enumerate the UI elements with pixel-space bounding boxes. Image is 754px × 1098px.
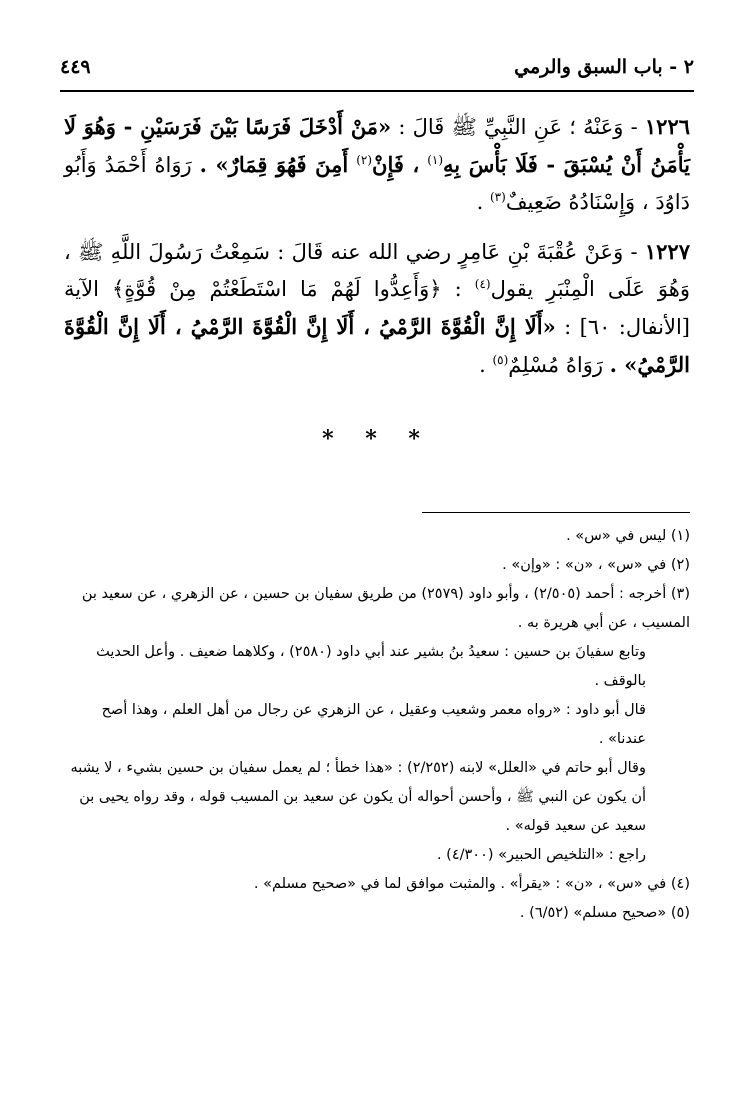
footnote-text: راجع : «التلخيص الحبير» (٤/٣٠٠) .	[436, 847, 646, 863]
footnote-text: وقال أبو حاتم في «العلل» لابنه (٢/٢٥٢) : «هذا خطأ ؛ لم يعمل سفيان بن حسين بشيء ، لا يشبه أن يكون عن النبي ﷺ ، وأحسن أحواله أن يكون عن سعيد بن المسيب قوله ، وقد رواه يحيى بن سعيد عن سعيد قوله» .	[70, 760, 646, 834]
footnote-3-cont	[60, 638, 690, 696]
footnote-3	[60, 580, 690, 638]
hadith-dash: -	[623, 240, 638, 264]
page-number: ٤٤٩	[60, 56, 91, 78]
hadith-quote-mid: ، فَإِنْ	[372, 152, 420, 177]
hadith-number: ١٢٢٧	[644, 239, 690, 264]
footnote-ref[interactable]: (٣)	[489, 190, 506, 204]
footnote-2	[60, 551, 690, 580]
footnote-ref[interactable]: (٢)	[356, 153, 373, 167]
footnote-3-cont	[60, 696, 690, 754]
footnote-4	[60, 870, 690, 899]
footnote-text: ليس في «س» .	[566, 528, 667, 544]
footnote-text: «صحيح مسلم» (٦/٥٢) .	[519, 905, 667, 921]
footnote-text: في «س» ، «ن» : «وإن» .	[502, 557, 667, 573]
hadith-source: رَوَاهُ مُسْلِمٌ	[508, 353, 603, 377]
hadith-number: ١٢٢٦	[644, 114, 691, 139]
footnote-marker: (٣)	[670, 586, 690, 602]
main-text	[64, 108, 690, 396]
footnote-1	[60, 522, 690, 551]
footnote-ref[interactable]: (٥)	[492, 353, 509, 367]
hadith-end: .	[479, 353, 486, 377]
footnote-marker: (٥)	[670, 905, 690, 921]
footnote-3-cont	[60, 841, 690, 870]
hadith-source: رَوَاهُ أَحْمَدُ وَأَبُو دَاوُدَ ، وَإِسْنَادُهُ ضَعِيفٌ	[64, 153, 690, 214]
footnotes	[60, 522, 690, 928]
hadith-1226	[64, 108, 690, 221]
hadith-quote-end: أَمِنَ فَهُوَ قِمَارٌ» .	[199, 152, 349, 177]
hadith-quote: «مَنْ أَدْخَلَ فَرَسًا بَيْنَ فَرَسَيْنِ - وَهُوَ لَا يَأْمَنُ أَنْ يُسْبَقَ - فَلَا بَأْسَ بِهِ	[64, 114, 691, 177]
footnote-marker: (١)	[670, 528, 690, 544]
hadith-verse: : ﴿وَأَعِدُّوا لَهُمْ مَا اسْتَطَعْتُمْ مِنْ قُوَّةٍ﴾ الآية [الأنفال: ٦٠] :	[64, 277, 690, 339]
footnote-ref[interactable]: (١)	[427, 153, 444, 167]
hadith-lead: وَعَنْهُ ؛ عَنِ النَّبِيِّ ﷺ قَالَ :	[398, 115, 624, 139]
footnote-text: أخرجه : أحمد (٢/٥٠٥) ، وأبو داود (٢٥٧٩) من طريق سفيان بن حسين ، عن الزهري ، عن سعيد بن المسيب ، عن أبي هريرة به .	[81, 586, 690, 631]
chapter-title: ٢ - باب السبق والرمي	[514, 56, 694, 78]
footnote-text: في «س» ، «ن» : «يقرأ» . والمثبت موافق لما في «صحيح مسلم» .	[253, 876, 667, 892]
footnote-marker: (٢)	[670, 557, 690, 573]
page-header	[60, 56, 694, 92]
footnote-marker: (٤)	[670, 876, 690, 892]
hadith-dash: -	[623, 115, 638, 139]
footnote-ref[interactable]: (٤)	[474, 277, 491, 291]
hadith-lead: وَعَنْ عُقْبَةَ بْنِ عَامِرٍ رضي الله عنه قَالَ : سَمِعْتُ رَسُولَ اللَّهِ ﷺ ، وَهُوَ عَلَى الْمِنْبَرِ يقول	[64, 240, 690, 301]
hadith-quote: «أَلَا إِنَّ الْقُوَّةَ الرَّمْيُ ، أَلَا إِنَّ الْقُوَّةَ الرَّمْيُ ، أَلَا إِنَّ الْقُوَّةَ الرَّمْيُ» .	[64, 314, 690, 377]
hadith-end: .	[476, 190, 484, 214]
hadith-1227	[64, 233, 690, 384]
section-ornament: * * *	[322, 426, 432, 452]
footnote-text: وتابع سفيانَ بن حسين : سعيدُ بنُ بشير عند أبي داود (٢٥٨٠) ، وكلاهما ضعيف . وأعل الحديث بالوقف .	[96, 644, 646, 689]
footnote-3-cont	[60, 754, 690, 841]
footnote-5	[60, 899, 690, 928]
footnote-separator	[422, 512, 690, 513]
footnote-text: قال أبو داود : «رواه معمر وشعيب وعقيل ، عن الزهري عن رجال من أهل العلم ، وهذا أصح عندنا» .	[101, 702, 646, 747]
